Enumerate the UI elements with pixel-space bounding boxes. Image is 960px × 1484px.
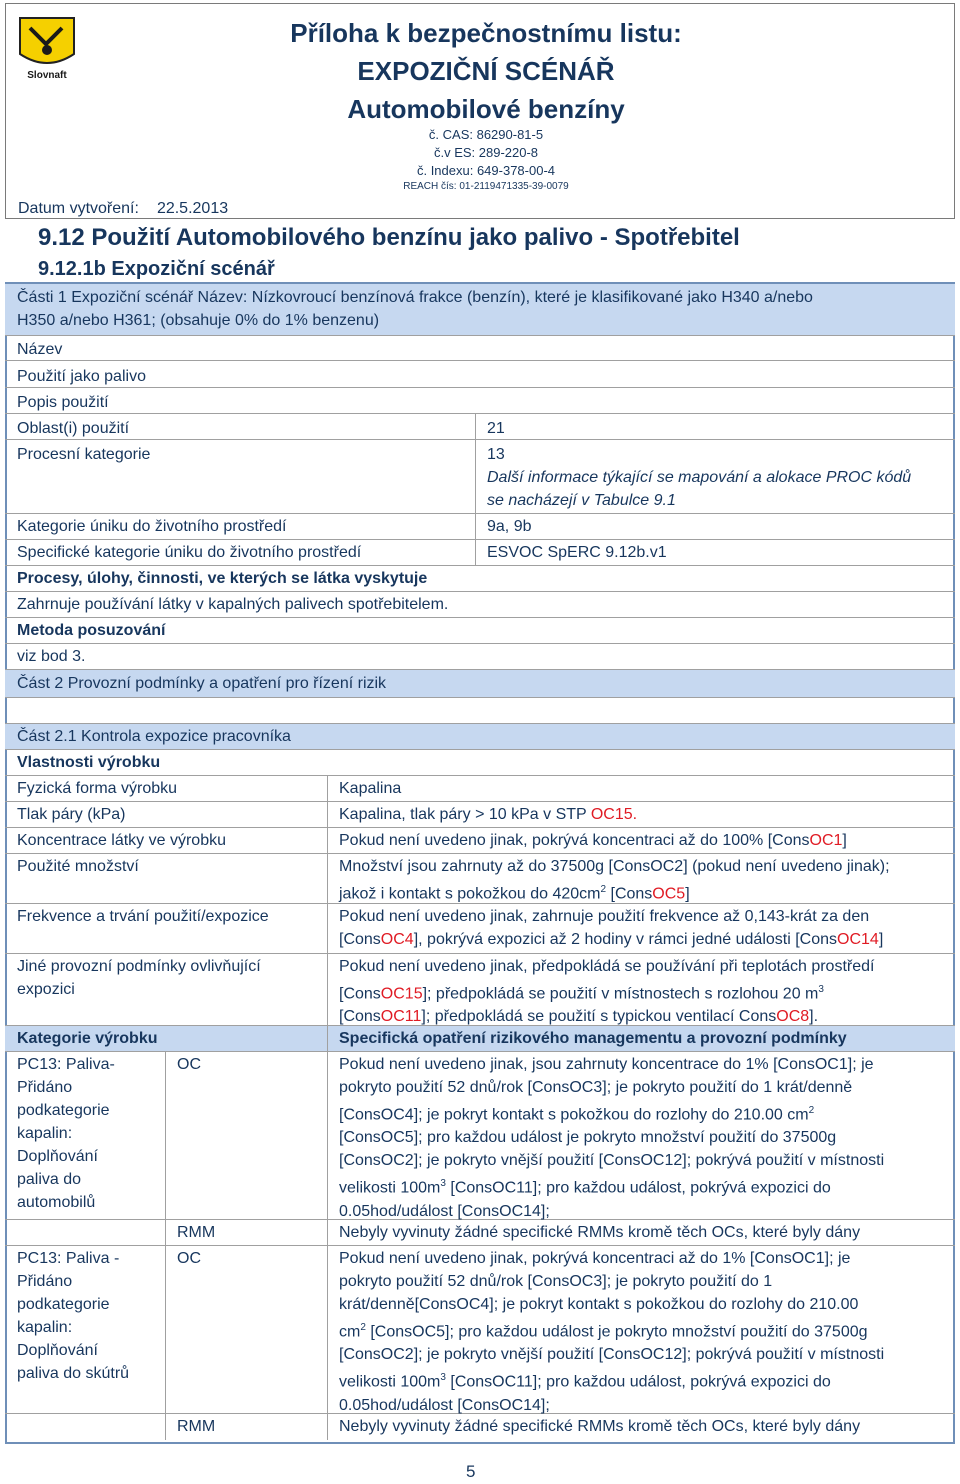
pc1-oc-line: pokryto použití 52 dnů/rok [ConsOC3]; je pokryto použití do 1 krát/denně [339, 1079, 853, 1096]
pc2-oc-line: [ConsOC2]; je pokryto vnější použití [ConsOC12]; pokrývá použití v místnosti [339, 1346, 885, 1364]
pc1-oc-line3-text: [ConsOC4]; je pokryt kontakt s pokožkou do rozlohy do 210.00 cm [339, 1106, 809, 1124]
pc1-oc-line: [ConsOC2]; je pokryto vnější použití [ConsOC12]; pokrývá použití v místnosti [339, 1152, 885, 1170]
pc2-line: podkategorie [17, 1296, 110, 1313]
freq-line2-code1: OC4 [380, 931, 414, 948]
creation-date [18, 200, 228, 218]
scenario-title: EXPOZIČNÍ SCÉNÁŘ [357, 56, 615, 86]
pc1-oc-sup3: 3 [440, 1178, 446, 1190]
form-row [5, 776, 955, 802]
freq-value [327, 904, 883, 951]
pc1-line: PC13: Paliva- [17, 1056, 115, 1073]
vapor-value-code: OC15. [590, 806, 638, 823]
other-line2-code: OC15 [380, 985, 423, 1003]
other-line2-a: [Cons [339, 985, 381, 1003]
proc-row [5, 440, 955, 514]
part2-title-row [5, 670, 955, 698]
freq-line2 [339, 928, 883, 951]
column-divider [475, 414, 476, 566]
freq-line2-a: [Cons [339, 931, 381, 948]
amount-line2-end: ] [685, 885, 690, 903]
pc2-line: Přidáno [17, 1273, 73, 1290]
other-line3-code1: OC11 [380, 1008, 422, 1026]
pc1-rmm-label: RMM [177, 1224, 216, 1241]
pc2-line: paliva do skútrů [17, 1365, 130, 1382]
cas-number: č. CAS: 86290-81-5 [428, 127, 544, 142]
subsection-title: 9.12.1b Expoziční scénář [38, 258, 275, 280]
pc2-oc-label: OC [177, 1250, 201, 1267]
document-header [5, 3, 955, 219]
part21-title-row [5, 724, 955, 750]
other-line3 [339, 1005, 874, 1028]
spec-env-row [5, 540, 955, 566]
amount-line2 [339, 878, 890, 905]
amount-value [327, 854, 890, 905]
pc2-oc-line [339, 1316, 884, 1343]
pc2-oc-line [339, 1366, 884, 1393]
part21-title: Část 2.1 Kontrola expozice pracovníka [17, 728, 291, 745]
form-value: Kapalina [339, 780, 402, 797]
part1-name-line2: H350 a/nebo H361; (obsahuje 0% do 1% benzenu) [17, 312, 380, 329]
amount-line2-text: jakož i kontakt s pokožkou do 420cm [339, 885, 601, 903]
pc1-oc-line [339, 1172, 884, 1199]
pc2-oc-line4-rest: [ConsOC5]; pro každou událost je pokryto množství použití do 37500g [365, 1323, 868, 1341]
env-value: 9a, 9b [487, 518, 532, 535]
pc1-rmm-row [5, 1220, 955, 1246]
conc-row [5, 828, 955, 854]
pc1-oc-line: 0.05hod/událost [ConsOC14]; [339, 1202, 550, 1220]
pc1-oc-text [327, 1052, 884, 1223]
substance-identifiers [276, 126, 696, 194]
conc-value-code: OC1 [809, 832, 843, 849]
nazev-value-row [5, 361, 955, 388]
form-label: Fyzická forma výrobku [17, 780, 178, 797]
conc-value-end: ] [842, 832, 847, 849]
part1-name-line1: Části 1 Expoziční scénář Název: Nízkovroucí benzínová frakce (benzín), které je klasifikované jako H340 a/nebo [17, 289, 813, 306]
amount-line2-code: OC5 [652, 885, 686, 903]
amount-line2-cons: [Cons [606, 885, 653, 903]
proc-value: 13 [487, 446, 505, 463]
other-row [5, 954, 955, 1026]
date-value: 22.5.2013 [156, 200, 229, 217]
method-label: Metoda posuzování [17, 622, 166, 639]
amount-line1: Množství jsou zahrnuty až do 37500g [ConsOC2] (pokud není uvedeno jinak); [339, 858, 890, 875]
pc2-rmm-label: RMM [177, 1418, 216, 1435]
amount-row [5, 854, 955, 904]
pc1-line: paliva do [17, 1171, 82, 1188]
other-line2-c: ]; předpokládá se použití v místnostech s rozlohou 20 m [422, 985, 819, 1003]
part1-name-row [5, 284, 955, 336]
slovnaft-logo [16, 14, 78, 82]
processes-label: Procesy, úlohy, činnosti, ve kterých se látka vyskytuje [17, 570, 428, 587]
annex-title: Příloha k bezpečnostnímu listu: [290, 18, 682, 48]
conc-value [327, 828, 847, 852]
column-divider [165, 1052, 166, 1440]
env-label: Kategorie úniku do životního prostředí [17, 518, 287, 535]
page-number: 5 [466, 1462, 476, 1481]
pc1-line: kapalin: [17, 1125, 73, 1142]
pc1-oc-row [5, 1052, 955, 1220]
part2-title: Část 2 Provozní podmínky a opatření pro řízení rizik [17, 675, 387, 692]
pc2-line: PC13: Paliva - [17, 1250, 120, 1267]
pc2-oc-text [327, 1246, 884, 1417]
pc2-oc-line: Pokud není uvedeno jinak, pokrývá koncentraci až do 1% [ConsOC1]; je [339, 1250, 851, 1267]
freq-line2-end: ] [878, 931, 884, 948]
proc-note-line1: Další informace týkající se mapování a alokace PROC kódů [487, 469, 912, 486]
other-line3-a: [Cons [339, 1008, 381, 1026]
env-row [5, 514, 955, 540]
spacer-row [5, 698, 955, 724]
freq-row [5, 904, 955, 954]
other-line1: Pokud není uvedeno jinak, předpokládá se používání při teplotách prostředí [339, 958, 875, 975]
freq-label: Frekvence a trvání použití/expozice [17, 908, 269, 925]
column-divider [327, 776, 328, 1440]
pc1-line: automobilů [17, 1194, 96, 1211]
vapor-label: Tlak páry (kPa) [17, 806, 126, 823]
pc1-oc-sup2: 2 [808, 1105, 815, 1116]
popis-row [5, 388, 955, 414]
index-number: č. Indexu: 649-378-00-4 [416, 163, 556, 178]
amount-sup: 2 [600, 884, 607, 895]
conc-value-text: Pokud není uvedeno jinak, pokrývá koncentraci až do 100% [Cons [339, 832, 810, 849]
method-value: viz bod 3. [17, 648, 86, 665]
other-line3-code2: OC8 [776, 1008, 810, 1026]
popis-label: Popis použití [17, 394, 109, 411]
pc2-line: kapalin: [17, 1319, 73, 1336]
pc2-rmm-text: Nebyly vyvinuty žádné specifické RMMs kromě těch OCs, které byly dány [339, 1418, 861, 1435]
proc-note-line2: se nacházejí v Tabulce 9.1 [487, 492, 676, 509]
pc2-category [5, 1246, 165, 1385]
pc1-line: podkategorie [17, 1102, 110, 1119]
header-title-block [276, 14, 696, 128]
processes-label-row [5, 566, 955, 592]
pc2-oc-line: 0.05hod/událost [ConsOC14]; [339, 1396, 550, 1414]
pc1-oc-label: OC [177, 1056, 201, 1073]
pc2-oc-row [5, 1246, 955, 1414]
pc1-oc-line6-text: velikosti 100m [339, 1179, 441, 1197]
processes-value: Zahrnuje používání látky v kapalných palivech spotřebitelem. [17, 596, 449, 613]
conc-label: Koncentrace látky ve výrobku [17, 832, 226, 849]
pc1-oc-line: Pokud není uvedeno jinak, jsou zahrnuty koncentrace do 1% [ConsOC1]; je [339, 1056, 874, 1073]
pc2-oc-line4-text: cm [339, 1323, 361, 1341]
pc2-oc-line6-rest: [ConsOC11]; pro každou událost, pokrývá expozici do [445, 1373, 831, 1391]
spec-env-value: ESVOC SpERC 9.12b.v1 [487, 544, 667, 561]
other-value [327, 954, 874, 1028]
pc1-rmm-text: Nebyly vyvinuty žádné specifické RMMs kromě těch OCs, které byly dány [339, 1224, 861, 1241]
vapor-value-text: Kapalina, tlak páry > 10 kPa v STP [339, 806, 591, 823]
oblast-label: Oblast(i) použití [17, 420, 130, 437]
oblast-row [5, 414, 955, 440]
props-label-row [5, 750, 955, 776]
other-line3-c: ]; předpokládá se použití s typickou ventilací Cons [421, 1008, 777, 1026]
pc1-line: Přidáno [17, 1079, 73, 1096]
pc2-oc-sup2: 2 [360, 1322, 366, 1333]
pc2-oc-line: pokryto použití 52 dnů/rok [ConsOC3]; je pokryto použití do 1 [339, 1273, 773, 1290]
oblast-value: 21 [487, 420, 505, 437]
pc1-category [5, 1052, 165, 1214]
category-header: Kategorie výrobku [17, 1030, 158, 1047]
date-label: Datum vytvoření: [18, 200, 139, 217]
pc2-rmm-row [5, 1414, 955, 1440]
processes-value-row [5, 592, 955, 618]
spec-env-label: Specifické kategorie úniku do životního prostředí [17, 544, 362, 561]
pc2-oc-line: krát/denně[ConsOC4]; je pokryt kontakt s pokožkou do rozlohy do 210.00 [339, 1296, 859, 1313]
other-sup: 3 [818, 984, 824, 995]
section-title: 9.12 Použití Automobilového benzínu jako palivo - Spotřebitel [38, 224, 740, 251]
pc1-oc-line: [ConsOC5]; pro každou událost je pokryto množství použití do 37500g [339, 1129, 837, 1147]
props-label: Vlastnosti výrobku [17, 754, 161, 771]
method-label-row [5, 618, 955, 644]
freq-line2-code2: OC14 [837, 931, 879, 948]
other-label-line1: Jiné provozní podmínky ovlivňující [17, 958, 261, 975]
pc1-line: Doplňování [17, 1148, 98, 1165]
nazev-label: Název [17, 341, 63, 358]
nazev-value: Použití jako palivo [17, 368, 146, 385]
rmm-header: Specifická opatření rizikového managementu a provozní podmínky [339, 1030, 847, 1047]
category-header-row [5, 1026, 955, 1052]
pc2-line: Doplňování [17, 1342, 98, 1359]
svg-text:Slovnaft: Slovnaft [27, 70, 67, 81]
amount-label: Použité množství [17, 858, 139, 875]
proc-label: Procesní kategorie [17, 446, 151, 463]
pc1-oc-line [339, 1099, 884, 1126]
es-number: č.v ES: 289-220-8 [433, 145, 539, 160]
reach-number: REACH čís: 01-2119471335-39-0079 [403, 181, 569, 192]
substance-title: Automobilové benzíny [347, 94, 625, 124]
freq-line2-c: ], pokrývá expozici až 2 hodiny v rámci jedné události [Cons [413, 931, 838, 948]
freq-line1: Pokud není uvedeno jinak, zahrnuje použití frekvence až 0,143-krát za den [339, 908, 870, 925]
nazev-label-row [5, 336, 955, 361]
vapor-row [5, 802, 955, 828]
other-line2 [339, 978, 874, 1005]
other-line3-end: ]. [809, 1008, 819, 1026]
other-label-line2: expozici [17, 981, 75, 998]
pc1-oc-line6-rest: [ConsOC11]; pro každou událost, pokrývá expozici do [445, 1179, 831, 1197]
method-value-row [5, 644, 955, 670]
vapor-value [327, 802, 637, 826]
pc2-oc-line6-text: velikosti 100m [339, 1373, 441, 1391]
pc2-oc-sup3: 3 [440, 1372, 446, 1384]
